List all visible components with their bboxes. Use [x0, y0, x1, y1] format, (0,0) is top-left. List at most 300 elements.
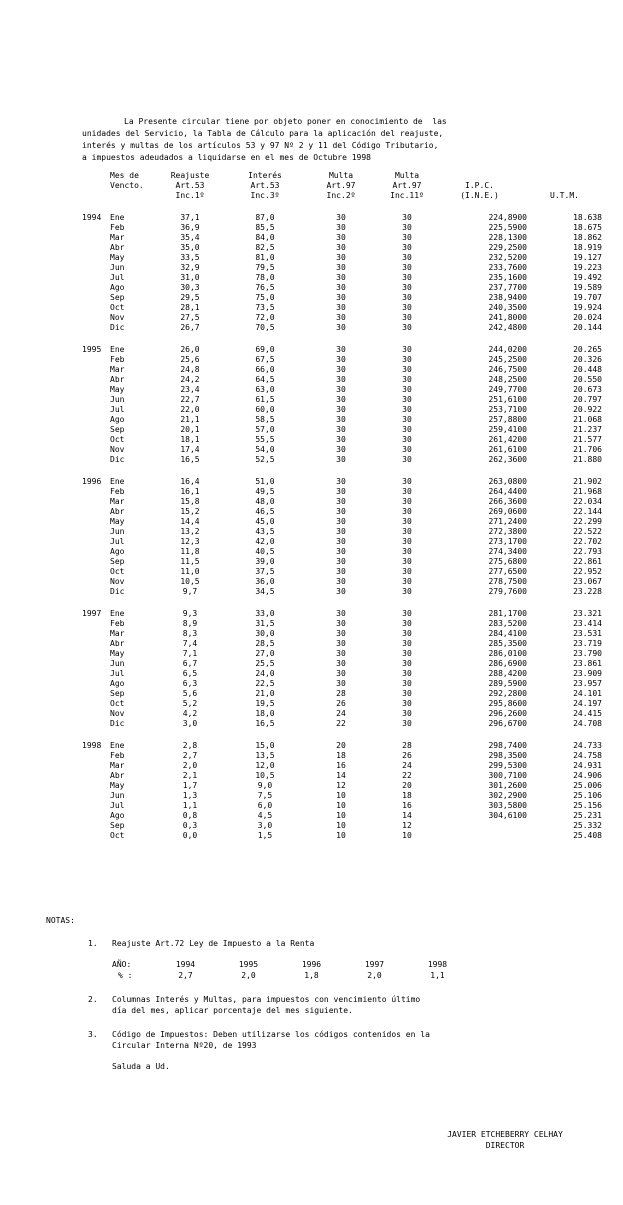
month: Jun: [110, 263, 125, 272]
adjustment-value: 1,8: [304, 971, 319, 980]
ipc-value: 273,1700: [488, 537, 527, 546]
reajuste-value: 8,3: [182, 629, 198, 638]
header-interes: Art.53: [250, 181, 280, 190]
utm-value: 24.733: [573, 741, 602, 750]
reajuste-value: 11,5: [180, 557, 200, 566]
table-row: [82, 791, 602, 801]
note-text: Columnas Interés y Multas, para impuestos con vencimiento último: [112, 995, 421, 1004]
ipc-value: 298,7400: [488, 741, 527, 750]
multa-11-value: 30: [402, 719, 412, 728]
multa-2-value: 30: [336, 507, 346, 516]
month: Oct: [110, 567, 125, 576]
multa-11-value: 30: [402, 517, 412, 526]
month: Sep: [110, 293, 125, 302]
interes-value: 73,5: [255, 303, 275, 312]
month: Abr: [110, 375, 125, 384]
table-row: [82, 831, 602, 841]
multa-2-value: 30: [336, 619, 346, 628]
month: Abr: [110, 507, 125, 516]
interes-value: 49,5: [255, 487, 275, 496]
interes-value: 67,5: [255, 355, 275, 364]
table-row: [82, 629, 602, 639]
table-row: [82, 263, 602, 273]
table-row: [82, 577, 602, 587]
multa-2-value: 24: [336, 709, 346, 718]
table-row: [82, 365, 602, 375]
header-row: [82, 181, 602, 191]
reajuste-value: 3,0: [182, 719, 198, 728]
multa-11-value: 30: [402, 639, 412, 648]
reajuste-value: 30,3: [180, 283, 200, 292]
month: Ago: [110, 415, 125, 424]
month: Sep: [110, 425, 125, 434]
year-label: 1994: [82, 213, 102, 222]
intro-line: interés y multas de los artículos 53 y 97 Nº 2 y 11 del Código Tributario,: [82, 141, 439, 150]
month: May: [110, 649, 125, 658]
multa-11-value: 30: [402, 365, 412, 374]
month: Dic: [110, 719, 125, 728]
multa-2-value: 30: [336, 345, 346, 354]
multa-11-value: 18: [402, 791, 412, 800]
header-reajuste: Inc.1º: [175, 191, 205, 200]
interes-value: 51,0: [255, 477, 275, 486]
note-number: 2.: [88, 995, 98, 1004]
intro-line: a impuestos adeudados a liquidarse en el mes de Octubre 1998: [82, 153, 371, 162]
multa-2-value: 30: [336, 497, 346, 506]
adjustment-value: 2,7: [178, 971, 193, 980]
utm-value: 25.231: [573, 811, 602, 820]
reajuste-value: 24,2: [180, 375, 200, 384]
header-multa-2: Inc.2º: [326, 191, 356, 200]
multa-11-value: 30: [402, 253, 412, 262]
ipc-value: 240,3500: [488, 303, 527, 312]
month: Ago: [110, 547, 125, 556]
utm-value: 23.957: [573, 679, 602, 688]
year-label: 1998: [82, 741, 102, 750]
interes-value: 43,5: [255, 527, 275, 536]
table-row: [82, 659, 602, 669]
multa-2-value: 30: [336, 253, 346, 262]
table-row: [82, 527, 602, 537]
interes-value: 42,0: [255, 537, 275, 546]
header-multa-11: Art.97: [392, 181, 422, 190]
table-row: [82, 567, 602, 577]
signatory-title: DIRECTOR: [485, 1141, 525, 1150]
interes-value: 3,0: [257, 821, 273, 830]
interes-value: 81,0: [255, 253, 275, 262]
reajuste-value: 24,8: [180, 365, 200, 374]
ipc-value: 264,4400: [488, 487, 527, 496]
multa-11-value: 30: [402, 385, 412, 394]
utm-value: 21.068: [573, 415, 602, 424]
ipc-value: 286,0100: [488, 649, 527, 658]
utm-value: 20.448: [573, 365, 602, 374]
multa-11-value: 30: [402, 547, 412, 556]
utm-value: 22.793: [573, 547, 602, 556]
ipc-value: 304,6100: [488, 811, 527, 820]
ipc-value: 296,6700: [488, 719, 527, 728]
ipc-value: 245,2500: [488, 355, 527, 364]
multa-2-value: 18: [336, 751, 346, 760]
calculation-table: [82, 171, 602, 841]
reajuste-value: 0,8: [182, 811, 198, 820]
utm-value: 19.589: [573, 283, 602, 292]
ipc-value: 292,2800: [488, 689, 527, 698]
multa-11-value: 30: [402, 355, 412, 364]
month: Dic: [110, 455, 125, 464]
month: Ene: [110, 609, 125, 618]
reajuste-value: 11,0: [180, 567, 200, 576]
interes-value: 69,0: [255, 345, 275, 354]
ipc-value: 225,5900: [488, 223, 527, 232]
ipc-value: 284,4100: [488, 629, 527, 638]
reajuste-value: 0,3: [182, 821, 198, 830]
multa-2-value: 30: [336, 567, 346, 576]
ipc-value: 302,2900: [488, 791, 527, 800]
table-row: [82, 415, 602, 425]
multa-11-value: 30: [402, 497, 412, 506]
utm-value: 18.675: [573, 223, 602, 232]
table-row: [82, 273, 602, 283]
ipc-value: 224,8900: [488, 213, 527, 222]
intro-line: unidades del Servicio, la Tabla de Cálculo para la aplicación del reajuste,: [82, 129, 444, 138]
reajuste-value: 23,4: [180, 385, 200, 394]
signatory-name: JAVIER ETCHEBERRY CELHAY: [447, 1130, 563, 1139]
utm-value: 20.144: [573, 323, 602, 332]
reajuste-value: 14,4: [180, 517, 200, 526]
utm-value: 24.101: [573, 689, 602, 698]
ipc-value: 301,2600: [488, 781, 527, 790]
reajuste-value: 31,0: [180, 273, 200, 282]
multa-2-value: 30: [336, 659, 346, 668]
ipc-value: 271,2400: [488, 517, 527, 526]
ipc-value: 275,6800: [488, 557, 527, 566]
table-row: [82, 355, 602, 365]
table-row: [82, 821, 602, 831]
multa-2-value: 30: [336, 425, 346, 434]
utm-value: 20.326: [573, 355, 602, 364]
ipc-value: 277,6500: [488, 567, 527, 576]
utm-value: 22.522: [573, 527, 602, 536]
header-ipc: [432, 171, 527, 181]
reajuste-value: 1,7: [182, 781, 198, 790]
interes-value: 84,0: [255, 233, 275, 242]
utm-value: 23.531: [573, 629, 602, 638]
month: Abr: [110, 639, 125, 648]
utm-value: 19.707: [573, 293, 602, 302]
ipc-value: 259,4100: [488, 425, 527, 434]
multa-11-value: 30: [402, 669, 412, 678]
multa-11-value: 30: [402, 445, 412, 454]
reajuste-value: 11,8: [180, 547, 200, 556]
pct-label: % :: [118, 971, 133, 980]
multa-2-value: 30: [336, 323, 346, 332]
multa-2-value: 30: [336, 415, 346, 424]
table-row: [82, 375, 602, 385]
utm-value: 19.127: [573, 253, 602, 262]
year-label: 1997: [82, 609, 102, 618]
interes-value: 39,0: [255, 557, 275, 566]
utm-value: 20.922: [573, 405, 602, 414]
note-number: 1.: [88, 939, 98, 948]
multa-11-value: 24: [402, 761, 412, 770]
utm-value: 20.265: [573, 345, 602, 354]
reajuste-value: 17,4: [180, 445, 200, 454]
adjustment-year: 1996: [301, 960, 322, 969]
ipc-value: 289,5900: [488, 679, 527, 688]
multa-2-value: 30: [336, 527, 346, 536]
month: Jun: [110, 395, 125, 404]
multa-2-value: 30: [336, 649, 346, 658]
utm-value: 23.909: [573, 669, 602, 678]
interes-value: 31,5: [255, 619, 275, 628]
table-row: [82, 243, 602, 253]
utm-value: 22.952: [573, 567, 602, 576]
multa-2-value: 30: [336, 303, 346, 312]
multa-2-value: 26: [336, 699, 346, 708]
month: Nov: [110, 709, 125, 718]
interes-value: 1,5: [257, 831, 273, 840]
interes-value: 24,0: [255, 669, 275, 678]
utm-value: 25.408: [573, 831, 602, 840]
multa-2-value: 30: [336, 375, 346, 384]
utm-value: 24.197: [573, 699, 602, 708]
interes-value: 63,0: [255, 385, 275, 394]
multa-11-value: 30: [402, 375, 412, 384]
month: Jul: [110, 537, 125, 546]
multa-11-value: 30: [402, 395, 412, 404]
note-text: Código de Impuestos: Deben utilizarse los códigos contenidos en la: [112, 1030, 430, 1039]
month: Ago: [110, 811, 125, 820]
header-multa-11: Inc.11º: [390, 191, 424, 200]
header-mes: Vencto.: [110, 181, 144, 190]
month: Feb: [110, 355, 125, 364]
utm-value: 24.931: [573, 761, 602, 770]
header-mes: [110, 191, 150, 201]
year-label: 1996: [82, 477, 102, 486]
interes-value: 76,5: [255, 283, 275, 292]
interes-value: 66,0: [255, 365, 275, 374]
multa-2-value: 30: [336, 455, 346, 464]
interes-value: 72,0: [255, 313, 275, 322]
multa-11-value: 14: [402, 811, 412, 820]
reajuste-value: 2,1: [182, 771, 198, 780]
month: Oct: [110, 303, 125, 312]
interes-value: 78,0: [255, 273, 275, 282]
reajuste-value: 5,2: [182, 699, 198, 708]
header-mes: Mes de: [110, 171, 139, 180]
month: Dic: [110, 323, 125, 332]
reajuste-value: 15,2: [180, 507, 200, 516]
month: Mar: [110, 365, 125, 374]
utm-value: 24.906: [573, 771, 602, 780]
utm-value: 19.223: [573, 263, 602, 272]
note-text: Reajuste Art.72 Ley de Impuesto a la Renta: [112, 939, 315, 948]
table-row: [82, 699, 602, 709]
ipc-value: 281,1700: [488, 609, 527, 618]
interes-value: 21,0: [255, 689, 275, 698]
multa-11-value: 26: [402, 751, 412, 760]
reajuste-value: 28,1: [180, 303, 200, 312]
table-row: [82, 487, 602, 497]
multa-2-value: 10: [336, 831, 346, 840]
utm-value: 21.968: [573, 487, 602, 496]
ipc-value: 266,3600: [488, 497, 527, 506]
multa-11-value: 30: [402, 425, 412, 434]
multa-11-value: 30: [402, 283, 412, 292]
interes-value: 36,0: [255, 577, 275, 586]
ipc-value: 237,7700: [488, 283, 527, 292]
month: Oct: [110, 699, 125, 708]
interes-value: 60,0: [255, 405, 275, 414]
table-row: [82, 233, 602, 243]
multa-2-value: 30: [336, 445, 346, 454]
ipc-value: 261,4200: [488, 435, 527, 444]
multa-11-value: 30: [402, 699, 412, 708]
interes-value: 54,0: [255, 445, 275, 454]
utm-value: 21.577: [573, 435, 602, 444]
month: Jul: [110, 273, 125, 282]
utm-value: 20.797: [573, 395, 602, 404]
multa-2-value: 30: [336, 577, 346, 586]
multa-2-value: 30: [336, 557, 346, 566]
interes-value: 87,0: [255, 213, 275, 222]
interes-value: 9,0: [257, 781, 273, 790]
multa-2-value: 30: [336, 273, 346, 282]
reajuste-value: 16,5: [180, 455, 200, 464]
utm-value: 21.902: [573, 477, 602, 486]
reajuste-value: 37,1: [180, 213, 200, 222]
month: Ago: [110, 679, 125, 688]
utm-value: 18.638: [573, 213, 602, 222]
month: May: [110, 253, 125, 262]
interes-value: 22,5: [255, 679, 275, 688]
multa-11-value: 30: [402, 243, 412, 252]
multa-2-value: 30: [336, 395, 346, 404]
utm-value: 23.067: [573, 577, 602, 586]
utm-value: 20.550: [573, 375, 602, 384]
month: Nov: [110, 577, 125, 586]
reajuste-value: 2,0: [182, 761, 198, 770]
interes-value: 18,0: [255, 709, 275, 718]
multa-11-value: 30: [402, 233, 412, 242]
utm-value: 20.024: [573, 313, 602, 322]
month: Oct: [110, 435, 125, 444]
utm-value: 22.144: [573, 507, 602, 516]
month: Sep: [110, 821, 125, 830]
table-row: [82, 649, 602, 659]
interes-value: 85,5: [255, 223, 275, 232]
adjustment-year: 1995: [238, 960, 259, 969]
month: Feb: [110, 619, 125, 628]
multa-2-value: 30: [336, 213, 346, 222]
interes-value: 46,5: [255, 507, 275, 516]
reajuste-value: 6,7: [182, 659, 198, 668]
notes-section: [88, 938, 588, 1064]
month: Sep: [110, 557, 125, 566]
interes-value: 58,5: [255, 415, 275, 424]
ipc-value: 242,4800: [488, 323, 527, 332]
utm-value: 22.861: [573, 557, 602, 566]
header-interes: Inc.3º: [250, 191, 280, 200]
month: Jun: [110, 527, 125, 536]
adjustment-table: [112, 959, 469, 981]
reajuste-value: 35,4: [180, 233, 200, 242]
month: Mar: [110, 629, 125, 638]
ipc-value: 232,5200: [488, 253, 527, 262]
multa-2-value: 30: [336, 365, 346, 374]
ipc-value: 229,2500: [488, 243, 527, 252]
ipc-value: 272,3800: [488, 527, 527, 536]
multa-11-value: 30: [402, 293, 412, 302]
month: Jun: [110, 791, 125, 800]
table-row: [82, 497, 602, 507]
ipc-value: 235,1600: [488, 273, 527, 282]
reajuste-value: 9,3: [182, 609, 198, 618]
month: Nov: [110, 445, 125, 454]
utm-value: 25.106: [573, 791, 602, 800]
multa-2-value: 14: [336, 771, 346, 780]
utm-value: 23.228: [573, 587, 602, 596]
ipc-value: [432, 821, 527, 831]
utm-value: 23.719: [573, 639, 602, 648]
reajuste-value: 33,5: [180, 253, 200, 262]
reajuste-value: 22,0: [180, 405, 200, 414]
header-row: [82, 191, 602, 201]
adjustment-years-row: [112, 959, 469, 970]
ipc-value: 278,7500: [488, 577, 527, 586]
table-row: [82, 313, 602, 323]
multa-11-value: 30: [402, 649, 412, 658]
table-row: [82, 709, 602, 719]
ipc-value: 246,7500: [488, 365, 527, 374]
ipc-value: 269,0600: [488, 507, 527, 516]
multa-2-value: 22: [336, 719, 346, 728]
header-ipc: I.P.C.: [465, 181, 494, 190]
reajuste-value: 20,1: [180, 425, 200, 434]
reajuste-value: 13,2: [180, 527, 200, 536]
header-multa-11: Multa: [394, 171, 420, 180]
adjustment-value: 2,0: [367, 971, 382, 980]
multa-2-value: 30: [336, 639, 346, 648]
multa-11-value: 30: [402, 659, 412, 668]
reajuste-value: 25,6: [180, 355, 200, 364]
interes-value: 28,5: [255, 639, 275, 648]
utm-value: 24.758: [573, 751, 602, 760]
table-row: [82, 801, 602, 811]
table-row: [82, 619, 602, 629]
header-utm: U.T.M.: [550, 191, 579, 200]
reajuste-value: 0,0: [182, 831, 198, 840]
table-row: [82, 689, 602, 699]
multa-11-value: 12: [402, 821, 412, 830]
multa-2-value: 30: [336, 609, 346, 618]
interes-value: 52,5: [255, 455, 275, 464]
multa-11-value: 30: [402, 629, 412, 638]
table-row: [82, 303, 602, 313]
header-row: [82, 171, 602, 181]
multa-11-value: 30: [402, 609, 412, 618]
interes-value: 13,5: [255, 751, 275, 760]
interes-value: 48,0: [255, 497, 275, 506]
reajuste-value: 22,7: [180, 395, 200, 404]
note-number: 3.: [88, 1030, 98, 1039]
multa-2-value: 30: [336, 679, 346, 688]
signature-block: [430, 1129, 580, 1151]
multa-11-value: 30: [402, 405, 412, 414]
table-row: [82, 761, 602, 771]
ipc-value: 283,5200: [488, 619, 527, 628]
